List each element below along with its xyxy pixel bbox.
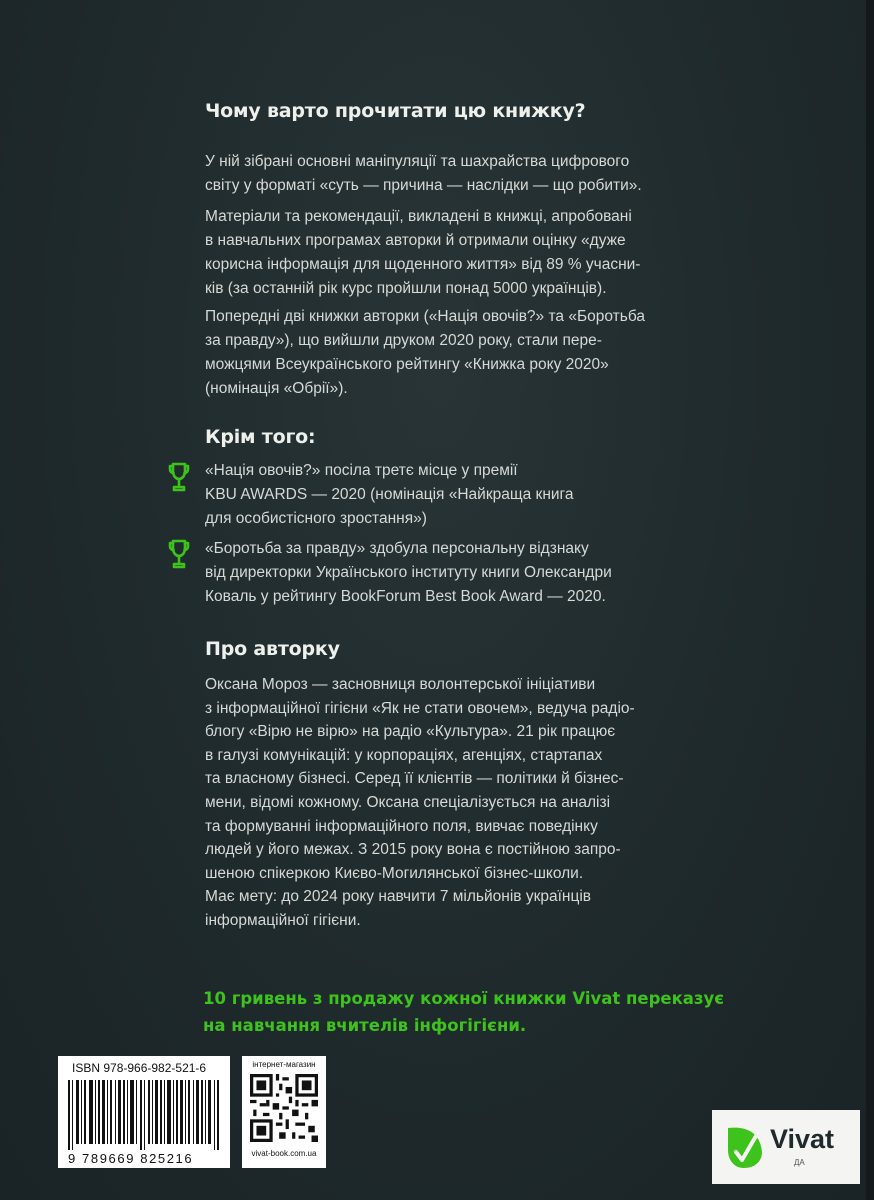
text-line: Оксана Мороз — засновниця волонтерської ініціативи: [205, 676, 596, 693]
text-line: Має мету: до 2024 року навчити 7 мільйонів українців: [205, 888, 592, 906]
promo-line: 10 гривень з продажу кожної книжки Vivat переказує: [203, 989, 725, 1008]
publisher-logo: [712, 1110, 860, 1184]
text-line: корисна інформація для щоденного життя» від 89 % учасни-: [205, 256, 641, 273]
text-line: та формуванні інформаційного поля, вивчає поведінку: [205, 817, 598, 835]
isbn-block: [58, 1056, 230, 1168]
qr-block: [242, 1056, 326, 1168]
text-line: світу у форматі «суть — причина — наслідки — що робити».: [205, 177, 642, 194]
text-line: шеною спікеркою Києво-Могилянської бізнес-школи.: [205, 864, 584, 882]
why-heading: Чому варто прочитати цю книжку?: [205, 100, 586, 122]
promo-text: [203, 985, 725, 1039]
text-line: з інформаційної гігієни «Як не стати овочем», ведуча радіо-: [205, 699, 635, 717]
text-line: від директорки Українського інституту книги Олександри: [205, 564, 612, 581]
text-line: інформаційної гігієни.: [205, 911, 361, 929]
isbn-label: ISBN 978-966-982-521-6: [72, 1061, 207, 1075]
text-line: для особистісного зростання»): [205, 510, 427, 527]
author-paragraph: [205, 673, 710, 933]
text-line: У ній зібрані основні маніпуляції та шахрайства цифрового: [205, 153, 630, 170]
trophy-icon: [168, 538, 190, 570]
text-line: Матеріали та рекомендації, викладені в книжці, апробовані: [205, 208, 632, 225]
text-line: в галузі комунікацій: у корпораціях, агенціях, стартапах: [205, 746, 603, 764]
shop-url: vivat-book.com.ua: [251, 1149, 317, 1158]
text-line: Коваль у рейтингу BookForum Best Book Award — 2020.: [205, 588, 606, 605]
text-line: в навчальних програмах авторки й отримали оцінку «дуже: [205, 232, 626, 249]
barcode: [66, 1080, 224, 1150]
besides-heading: Крім того:: [205, 426, 316, 448]
why-paragraph-1: [205, 150, 710, 198]
text-line: «Боротьба за правду» здобула персональну відзнаку: [205, 540, 589, 557]
qr-code: [250, 1074, 318, 1142]
promo-line: на навчання вчителів інфогігієни.: [203, 1016, 527, 1035]
award-item: [205, 459, 710, 531]
text-line: KBU AWARDS — 2020 (номінація «Найкраща книга: [205, 486, 574, 503]
text-line: «Нація овочів?» посіла третє місце у премії: [205, 462, 518, 479]
text-line: за правду»), що вийшли друком 2020 року, стали пере-: [205, 332, 602, 349]
why-paragraph-3: [205, 305, 710, 401]
trophy-icon: [168, 461, 190, 493]
text-line: людей у його межах. З 2015 року вона є постійною запро-: [205, 841, 621, 859]
leaf-logo-icon: [724, 1122, 766, 1170]
why-paragraph-2: [205, 205, 710, 301]
text-line: та власному бізнесі. Серед її клієнтів — політики й бізнес-: [205, 770, 624, 788]
publisher-sub: ДА: [794, 1158, 805, 1167]
text-line: Попередні дві книжки авторки («Нація овочів?» та «Боротьба: [205, 308, 645, 325]
qr-label: інтернет-магазин: [252, 1060, 316, 1069]
text-line: мени, відомі кожному. Оксана спеціалізується на аналізі: [205, 793, 611, 811]
author-heading: Про авторку: [205, 638, 340, 660]
award-item: [205, 537, 710, 609]
isbn-digits: 9 789669 825216: [68, 1151, 194, 1166]
publisher-name: Vivat: [770, 1124, 835, 1154]
text-line: (номінація «Обрії»).: [205, 380, 348, 397]
cover-edge: [866, 0, 874, 1200]
text-line: блогу «Вірю не вірю» на радіо «Культура». 21 рік працює: [205, 723, 616, 741]
text-line: ків (за останній рік курс пройшли понад 5000 українців).: [205, 280, 607, 297]
text-line: можцями Всеукраїнського рейтингу «Книжка року 2020»: [205, 356, 609, 373]
